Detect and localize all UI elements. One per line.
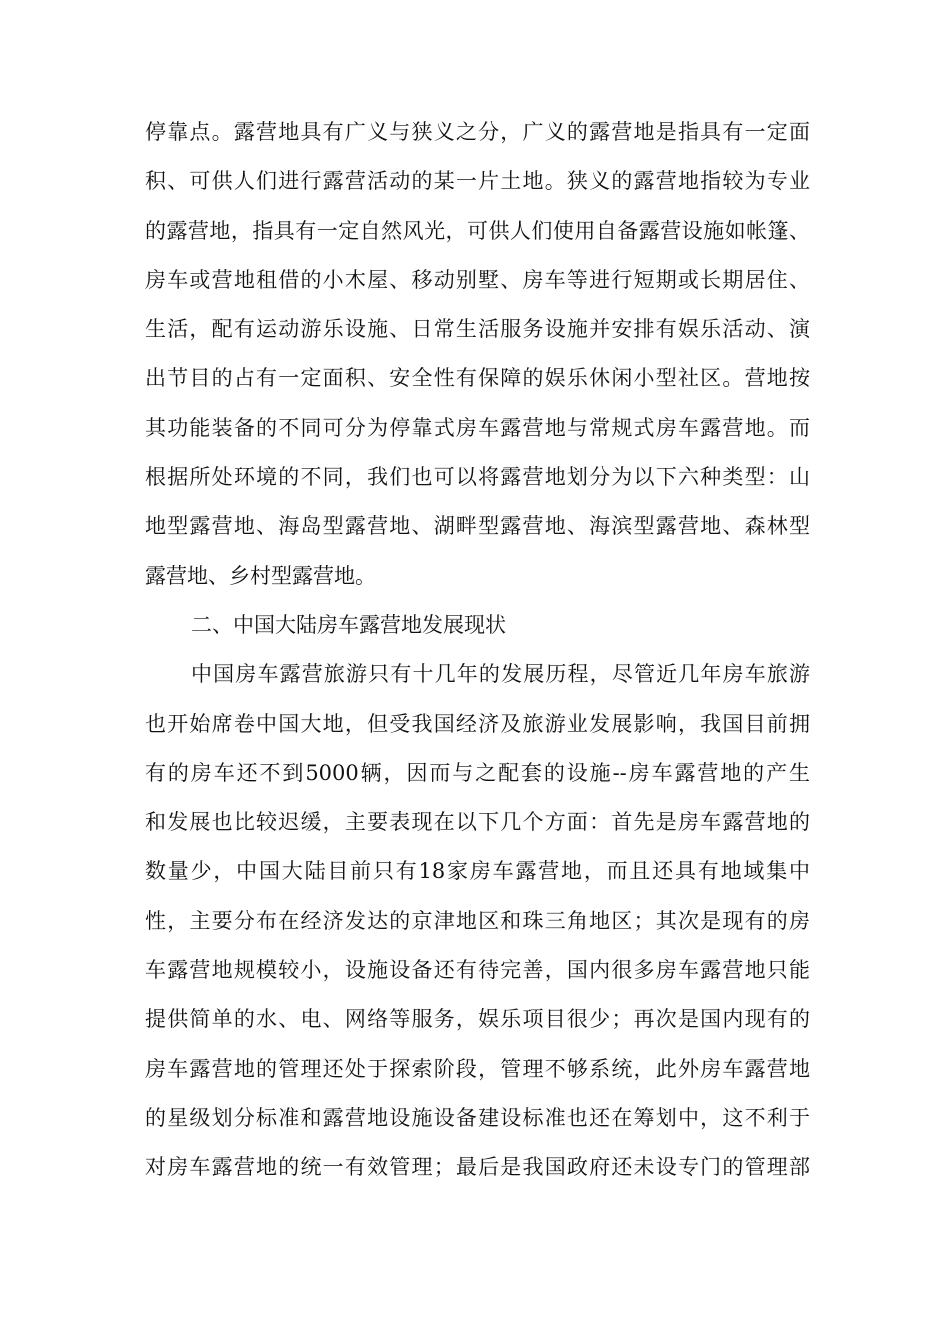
body-text xyxy=(145,108,810,1193)
text-line: 和发展也比较迟缓，主要表现在以下几个方面：首先是房车露营地的 xyxy=(145,810,810,835)
text-line: 的露营地，指具有一定自然风光，可供人们使用自备露营设施如帐篷、 xyxy=(145,218,810,243)
text-line: 对房车露营地的统一有效管理；最后是我国政府还未设专门的管理部 xyxy=(145,1155,810,1180)
text-line: 露营地、乡村型露营地。 xyxy=(145,563,376,588)
text-line: 中国房车露营旅游只有十几年的发展历程，尽管近几年房车旅游 xyxy=(191,662,810,687)
text-line: 车露营地规模较小，设施设备还有待完善，国内很多房车露营地只能 xyxy=(145,958,810,983)
text-line: 有的房车还不到5000辆，因而与之配套的设施--房车露营地的产生 xyxy=(145,760,810,785)
text-line: 根据所处环境的不同，我们也可以将露营地划分为以下六种类型：山 xyxy=(145,465,810,490)
text-line: 出节目的占有一定面积、安全性有保障的娱乐休闲小型社区。营地按 xyxy=(145,366,810,391)
text-line: 数量少，中国大陆目前只有18家房车露营地，而且还具有地域集中 xyxy=(145,859,810,884)
text-line: 房车或营地租借的小木屋、移动别墅、房车等进行短期或长期居住、 xyxy=(145,267,810,292)
text-line: 停靠点。露营地具有广义与狭义之分，广义的露营地是指具有一定面 xyxy=(145,120,810,144)
text-line: 也开始席卷中国大地，但受我国经济及旅游业发展影响，我国目前拥 xyxy=(145,711,810,736)
text-line: 提供简单的水、电、网络等服务，娱乐项目很少；再次是国内现有的 xyxy=(145,1007,810,1032)
text-line: 房车露营地的管理还处于探索阶段，管理不够系统，此外房车露营地 xyxy=(145,1056,810,1081)
text-line: 地型露营地、海岛型露营地、湖畔型露营地、海滨型露营地、森林型 xyxy=(145,514,810,539)
text-line: 积、可供人们进行露营活动的某一片土地。狭义的露营地指较为专业 xyxy=(145,169,810,194)
text-line: 性，主要分布在经济发达的京津地区和珠三角地区；其次是现有的房 xyxy=(145,908,810,933)
text-line: 其功能装备的不同可分为停靠式房车露营地与常规式房车露营地。而 xyxy=(145,415,810,440)
text-line: 生活，配有运动游乐设施、日常生活服务设施并安排有娱乐活动、演 xyxy=(145,317,810,342)
section-heading: 二、中国大陆房车露营地发展现状 xyxy=(191,612,506,637)
text-line: 的星级划分标准和露营地设施设备建设标准也还在筹划中，这不利于 xyxy=(145,1105,810,1130)
